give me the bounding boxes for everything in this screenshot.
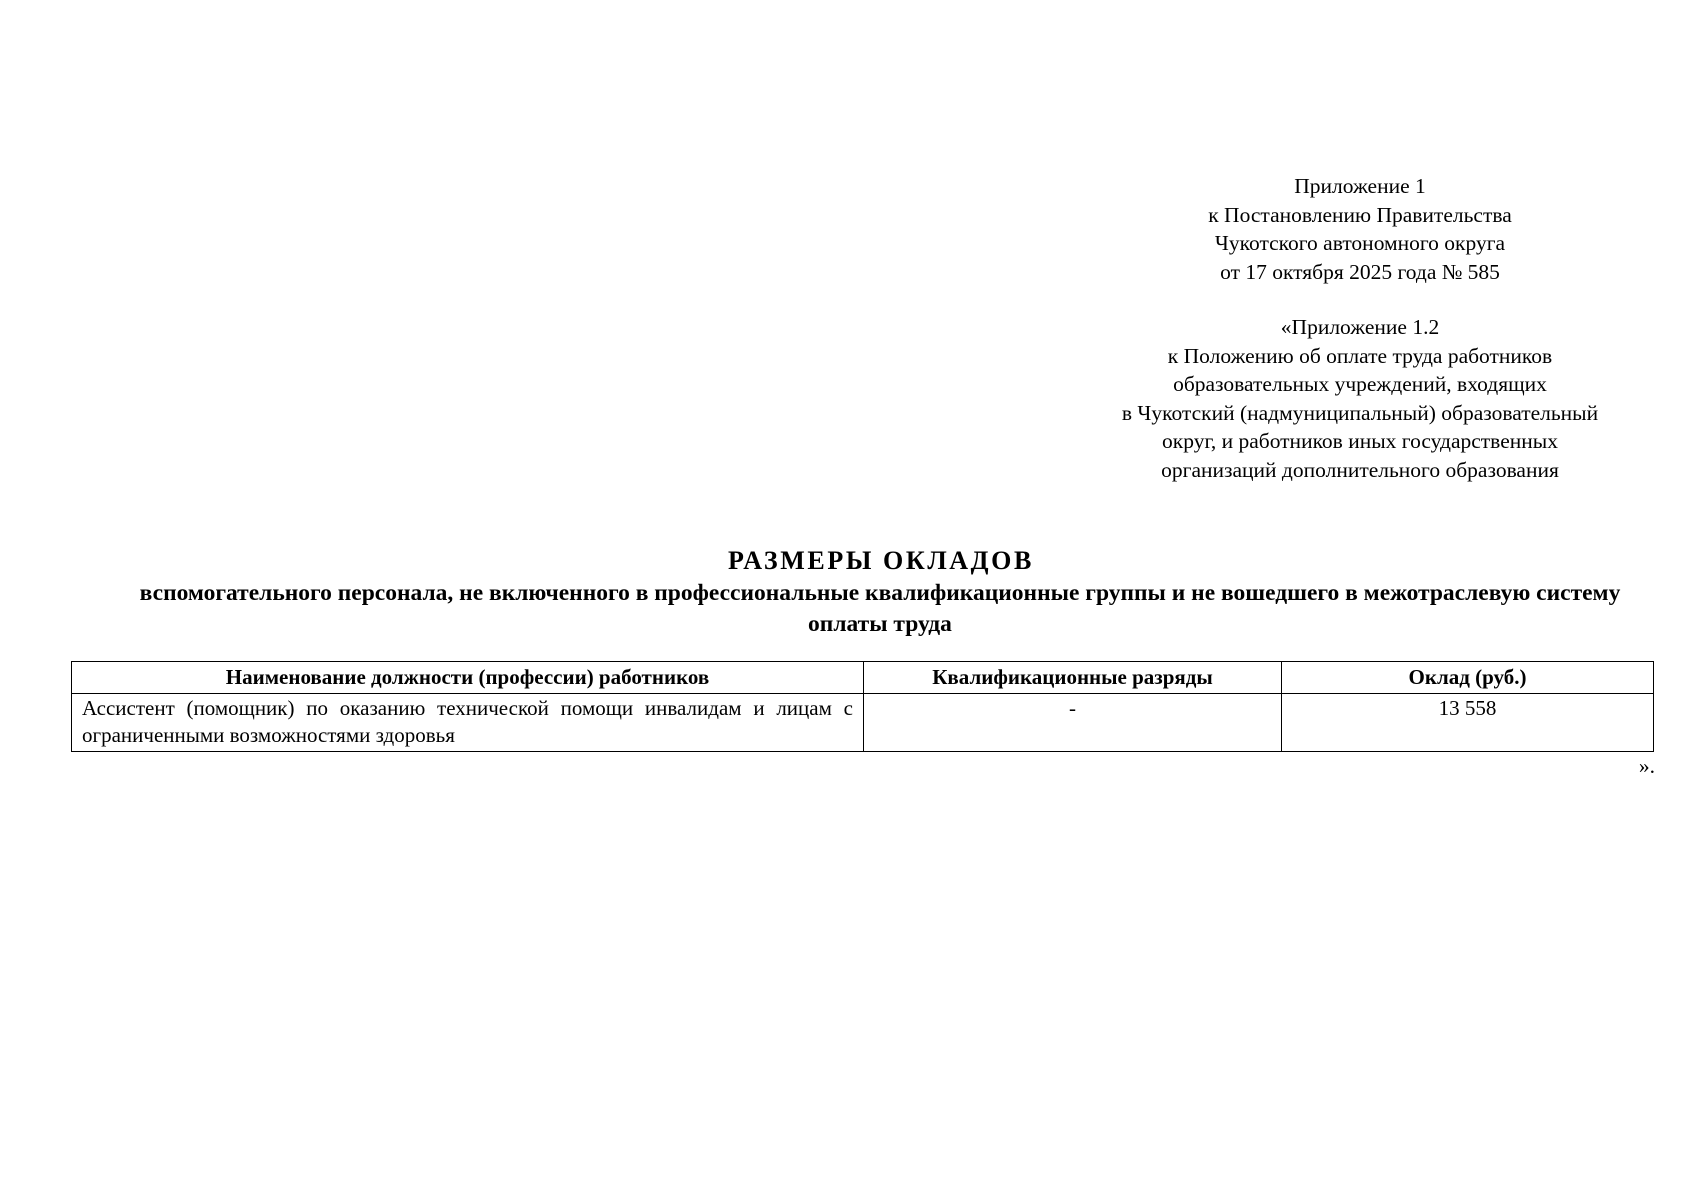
annex-block [1060,313,1660,484]
salary-table [71,661,1654,752]
annex-line-regulation: к Положению об оплате труда работников [1167,343,1553,368]
annex-line-number: «Приложение 1.2 [1280,315,1440,339]
approval-block [1090,172,1630,286]
annex-line-district: в Чукотский (надмуниципальный) образовательный [1121,400,1599,425]
salary-cell: 13 558 [1282,694,1654,752]
position-cell: Ассистент (помощник) по оказанию технической помощи инвалидам и лицам с ограниченными возможностями здоровья [72,694,864,752]
approval-line-resolution: к Постановлению Правительства [1208,202,1512,227]
document-subtitle: вспомогательного персонала, не включенного в профессиональные квалификационные группы и не вошедшего в межотраслевую систему оплаты труда [139,580,1621,637]
annex-line-workers: округ, и работников иных государственных [1162,429,1558,453]
table-header-row [72,662,1654,694]
column-header-salary: Оклад (руб.) [1282,662,1654,694]
document-title: РАЗМЕРЫ ОКЛАДОВ [728,546,1034,575]
table-row [72,694,1654,752]
annex-line-organizations: организаций дополнительного образования [1161,457,1559,482]
grade-cell: - [864,694,1282,752]
approval-line-annex: Приложение 1 [1294,174,1426,198]
column-header-grade: Квалификационные разряды [864,662,1282,694]
column-header-position: Наименование должности (профессии) работников [72,662,864,694]
annex-line-institutions: образовательных учреждений, входящих [1173,372,1547,396]
approval-line-date-number: от 17 октября 2025 года № 585 [1220,259,1500,284]
approval-line-region: Чукотского автономного округа [1214,231,1506,255]
closing-quote-mark: ». [1638,754,1655,778]
